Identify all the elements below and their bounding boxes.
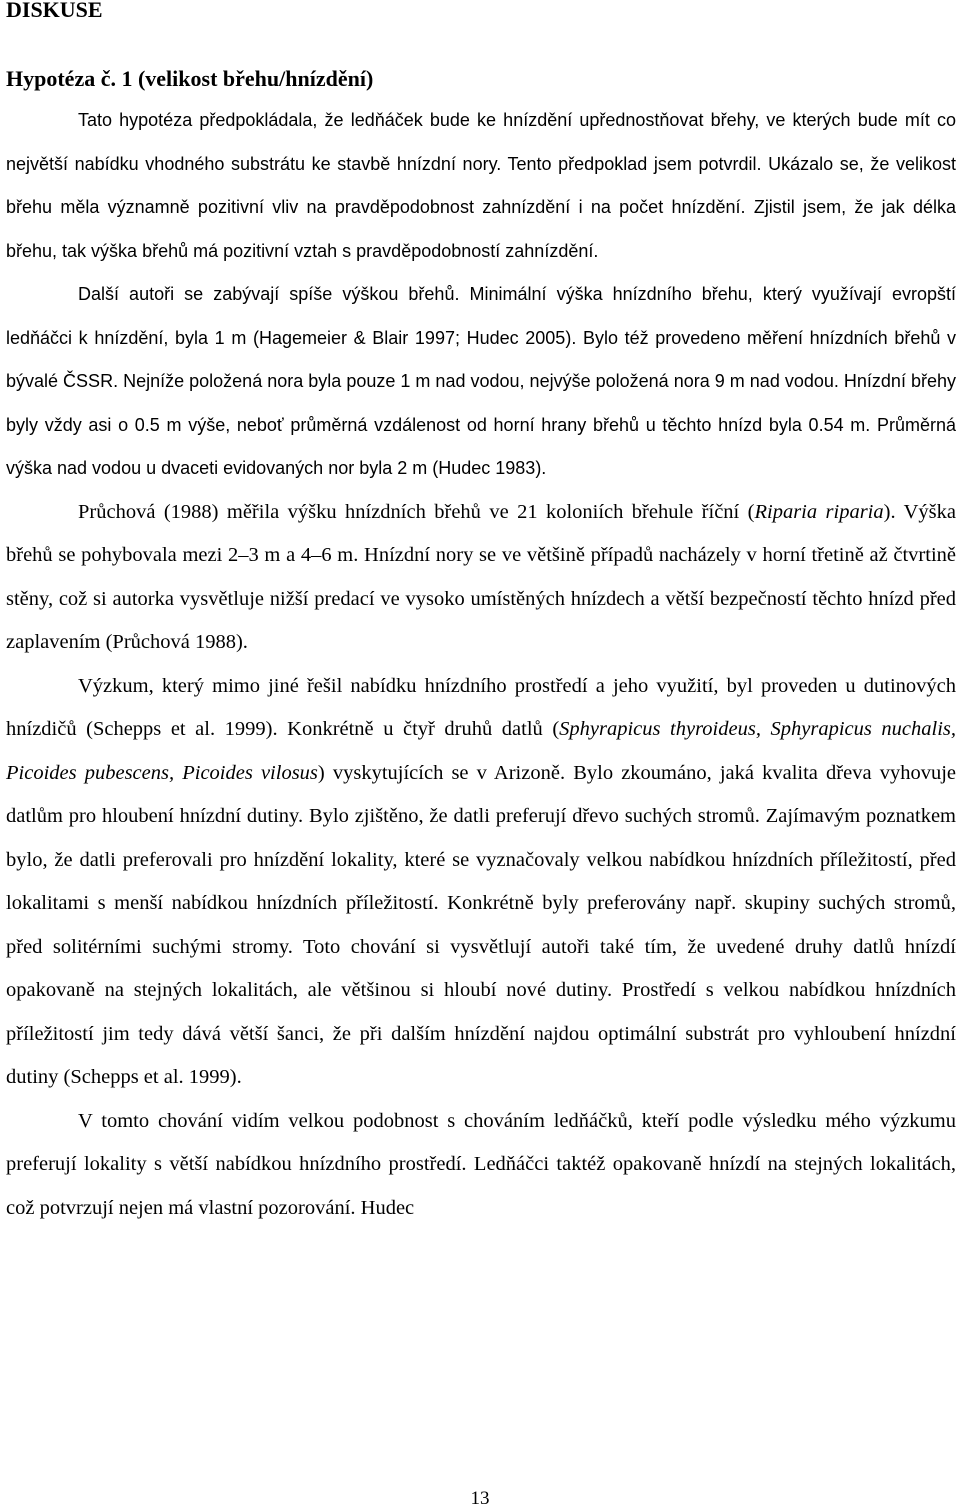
paragraph-4 — [6, 665, 956, 1100]
paragraph-5: V tomto chování vidím velkou podobnost s chováním ledňáčků, kteří podle výsledku mého výzkumu preferují lokality s větší nabídkou hnízdního prostředí. Ledňáčci taktéž opakovaně hnízdí na stejných lokalitách, což potvrzují nejen má vlastní pozorování. Hudec — [6, 1109, 956, 1219]
paragraph-1: Tato hypotéza předpokládala, že ledňáček bude ke hnízdění upřednostňovat břehy, ve kterých bude mít co největší nabídku vhodného substrátu ke stavbě hnízdní nory. Tento předpoklad jsem potvrdil. Ukázalo se, že velikost břehu měla významně pozitivní vliv na pravděpodobnost zahnízdění i na počet hnízdění. Zjistil jsem, že jak délka břehu, tak výška břehů má pozitivní vztah s pravděpodobností zahnízdění. — [6, 110, 956, 261]
paragraph-2: Další autoři se zabývají spíše výškou břehů. Minimální výška hnízdního břehu, který využívají evropští ledňáčci k hnízdění, byla 1 m (Hagemeier & Blair 1997; Hudec 2005). Bylo též provedeno měření hnízdních břehů v bývalé ČSSR. Nejníže položená nora byla pouze 1 m nad vodou, nejvýše položená nora 9 m nad vodou. Hnízdní břehy byly vždy asi o 0.5 m výše, neboť průměrná vzdálenost od horní hrany břehů u těchto hnízd byla 0.54 m. Průměrná výška nad vodou u dvaceti evidovaných nor byla 2 m (Hudec 1983). — [6, 284, 956, 478]
section-title: DISKUSE — [6, 0, 103, 22]
paragraph-3-text-a: Průchová (1988) měřila výšku hnízdních břehů ve 21 koloniích břehule říční ( — [78, 500, 755, 523]
hypothesis-title: Hypotéza č. 1 (velikost břehu/hnízdění) — [6, 66, 374, 91]
species-list: Sphyrapicus thyroideus, Sphyrapicus nuchalis, Picoides pubescens, Picoides vilosus — [6, 718, 956, 784]
paragraph-3 — [6, 491, 956, 665]
document-body — [6, 99, 956, 1230]
species-name: Riparia riparia — [754, 500, 884, 523]
paragraph-4-text-b: ) vyskytujících se v Arizoně. Bylo zkoumáno, jaká kvalita dřeva vyhovuje datlům pro hloubení hnízdní dutiny. Bylo zjištěno, že datli preferují dřevo suchých stromů. Zajímavým poznatkem bylo, že datli preferovali pro hnízdění lokality, které se vyznačovaly velkou nabídkou hnízdních příležitostí, před lokalitami s menší nabídkou hnízdních příležitostí. Konkrétně byly preferovány např. skupiny suchých stromů, před solitérními suchými stromy. Toto chování si vysvětlují autoři také tím, že uvedené druhy datlů hnízdí opakovaně na stejných lokalitách, ale většinou si hloubí nové dutiny. Prostředí s velkou nabídkou hnízdních příležitostí jim tedy dává větší šanci, že při dalším hnízdění najdou optimální substrát pro vyhloubení hnízdní dutiny (Schepps et al. 1999). — [6, 761, 956, 1088]
paragraph-4-text-a: Výzkum, který mimo jiné řešil nabídku hnízdního prostředí a jeho využití, byl proveden u dutinových hnízdičů (Schepps et al. 1999). Konkrétně u čtyř druhů datlů ( — [6, 674, 956, 740]
page-number: 13 — [470, 1488, 490, 1509]
paragraph-3-text-b: ). Výška břehů se pohybovala mezi 2–3 m a 4–6 m. Hnízdní nory se ve většině případů nacházely v horní třetině až čtvrtině stěny, což si autorka vysvětluje nižší predací ve vysoko umístěných hnízdech a větší bezpečností těchto hnízd před zaplavením (Průchová 1988). — [6, 500, 956, 653]
